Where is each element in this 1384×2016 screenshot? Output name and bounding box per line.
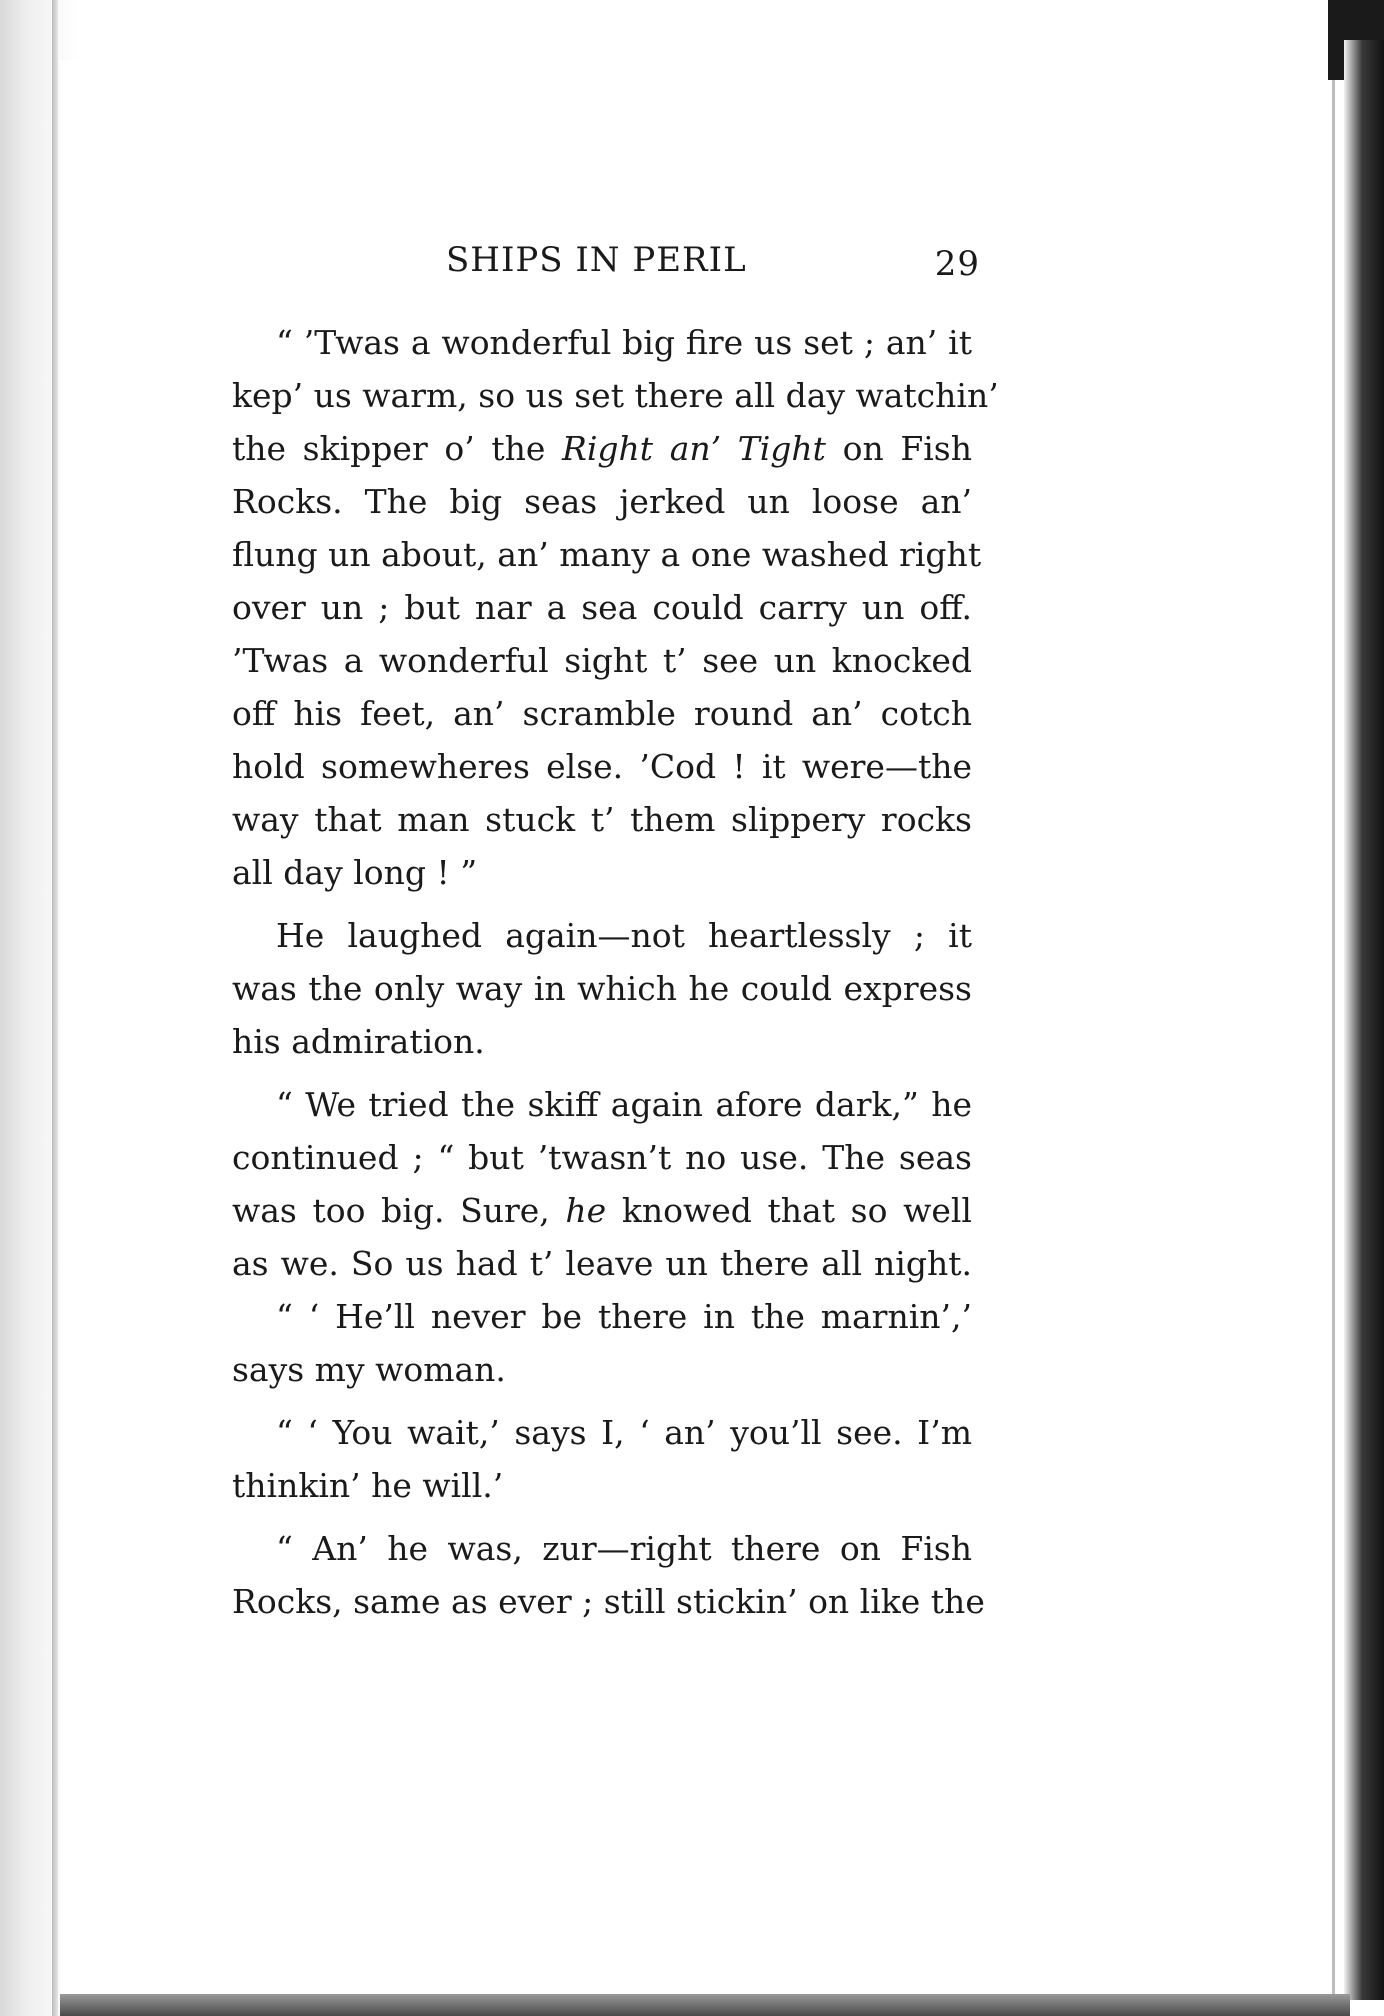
paragraph [232, 316, 999, 899]
text-line: Rocks. The big seas jerked un loose an’ [232, 482, 972, 521]
text-run: on Fish [825, 429, 972, 468]
text-line: He laughed again—not heartlessly ; it [276, 916, 972, 955]
text-line: continued ; “ but ’twasn’t no use. The seas [232, 1138, 972, 1177]
text-run: was too big. Sure, [232, 1191, 566, 1230]
text-line: off his feet, an’ scramble round an’ cotch [232, 694, 972, 733]
emphasis-italic: he [565, 1191, 607, 1230]
text-line: all day long ! ” [232, 853, 478, 892]
running-head [440, 240, 980, 288]
paragraph [232, 909, 972, 1068]
text-line: “ We tried the skiff again afore dark,” he [276, 1085, 972, 1124]
text-line: “ ‘ You wait,’ says I, ‘ an’ you’ll see. I’m [276, 1413, 972, 1452]
paragraph [232, 1078, 972, 1290]
text-line: says my woman. [232, 1350, 506, 1389]
page-number: 29 [934, 244, 980, 284]
text-line: as we. So us had t’ leave un there all night. [232, 1244, 972, 1283]
text-line: thinkin’ he will.’ [232, 1466, 504, 1505]
text-line: was the only way in which he could express [232, 969, 972, 1008]
text-line: hold somewheres else. ’Cod ! it were—the [232, 747, 972, 786]
text-line: ’Twas a wonderful sight t’ see un knocked [232, 641, 972, 680]
running-title: SHIPS IN PERIL [446, 240, 747, 280]
paragraph [232, 1522, 985, 1628]
text-line: Rocks, same as ever ; still stickin’ on like the [232, 1582, 985, 1621]
book-spine-fold [52, 0, 58, 2016]
text-line: flung un about, an’ many a one washed right [232, 535, 982, 574]
book-page-edge [1344, 40, 1384, 2000]
paragraph [232, 1406, 972, 1512]
text-line: his admiration. [232, 1022, 485, 1061]
text-run: knowed that so well [606, 1191, 972, 1230]
text-line [232, 422, 972, 475]
text-run: the skipper o’ the [232, 429, 563, 468]
ship-name-italic: Right an’ Tight [562, 429, 826, 468]
text-line: “ An’ he was, zur—right there on Fish [276, 1529, 972, 1568]
text-line: kep’ us warm, so us set there all day watchin’ [232, 376, 999, 415]
text-line: way that man stuck t’ them slippery rocks [232, 800, 972, 839]
text-line: over un ; but nar a sea could carry un off. [232, 588, 972, 627]
text-line: “ ’Twas a wonderful big fire us set ; an’ it [276, 323, 972, 362]
text-line: “ ‘ He’ll never be there in the marnin’,’ [276, 1297, 972, 1336]
text-line [232, 1184, 972, 1237]
book-bottom-edge [60, 1994, 1350, 2016]
body-text [232, 316, 999, 1628]
paragraph [232, 1290, 972, 1396]
